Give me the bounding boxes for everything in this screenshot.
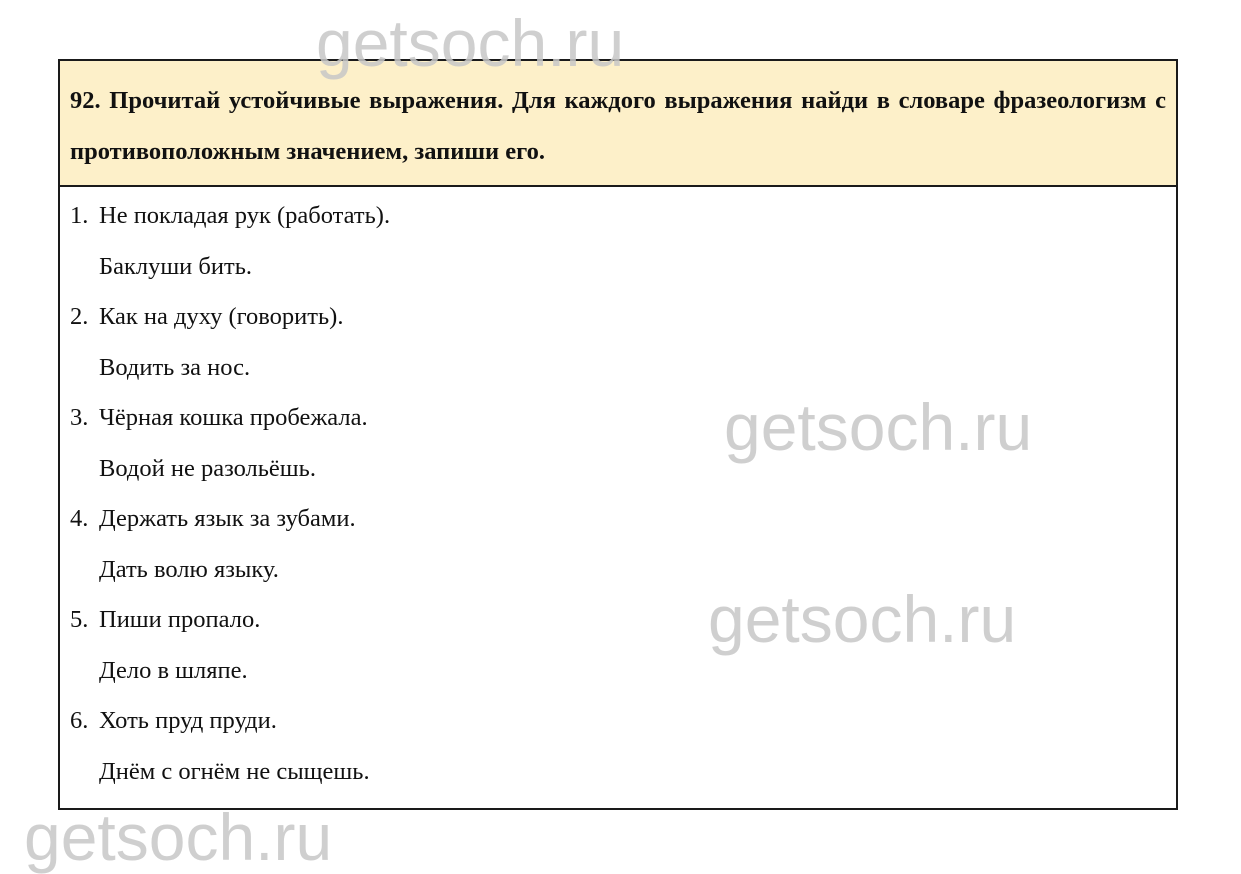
watermark: getsoch.ru [24,800,333,874]
antonym-answer: Днём с огнём не сыщешь. [99,757,370,785]
watermark: getsoch.ru [724,390,1033,464]
answer-list [70,191,1176,797]
task-header [60,61,1176,187]
antonym-answer: Водить за нос. [99,353,251,381]
list-item [70,696,1176,797]
item-number: 6. [70,707,89,734]
expression-text: Как на духу (говорить). [99,303,344,330]
antonym-answer: Дело в шляпе. [99,656,248,684]
watermark: getsoch.ru [316,6,625,80]
antonym-answer: Водой не разольёшь. [99,454,316,482]
antonym-answer: Дать волю языку. [99,555,279,583]
list-item [70,390,1176,494]
item-number: 1. [70,202,89,229]
item-number: 5. [70,606,89,633]
item-number: 2. [70,303,89,330]
item-number: 4. [70,505,89,532]
expression-text: Держать язык за зубами. [99,505,356,532]
expression-text: Пиши пропало. [99,606,261,633]
expression-text: Не покладая рук (работать). [99,202,391,229]
list-item [70,292,1176,393]
list-item [70,191,1176,292]
list-item [70,595,1176,696]
task-heading: 92. Прочитай устойчивые выражения. Для каждого выражения найди в словаре фразеологизм с противоположным значением, запиши его. [70,87,1166,165]
watermark: getsoch.ru [708,582,1017,656]
list-item [70,494,1176,595]
antonym-answer: Баклуши бить. [99,252,253,280]
expression-text: Чёрная кошка пробежала. [99,404,368,431]
expression-text: Хоть пруд пруди. [99,707,277,734]
task-box [58,59,1178,810]
task-body [60,191,1176,797]
item-number: 3. [70,404,89,431]
